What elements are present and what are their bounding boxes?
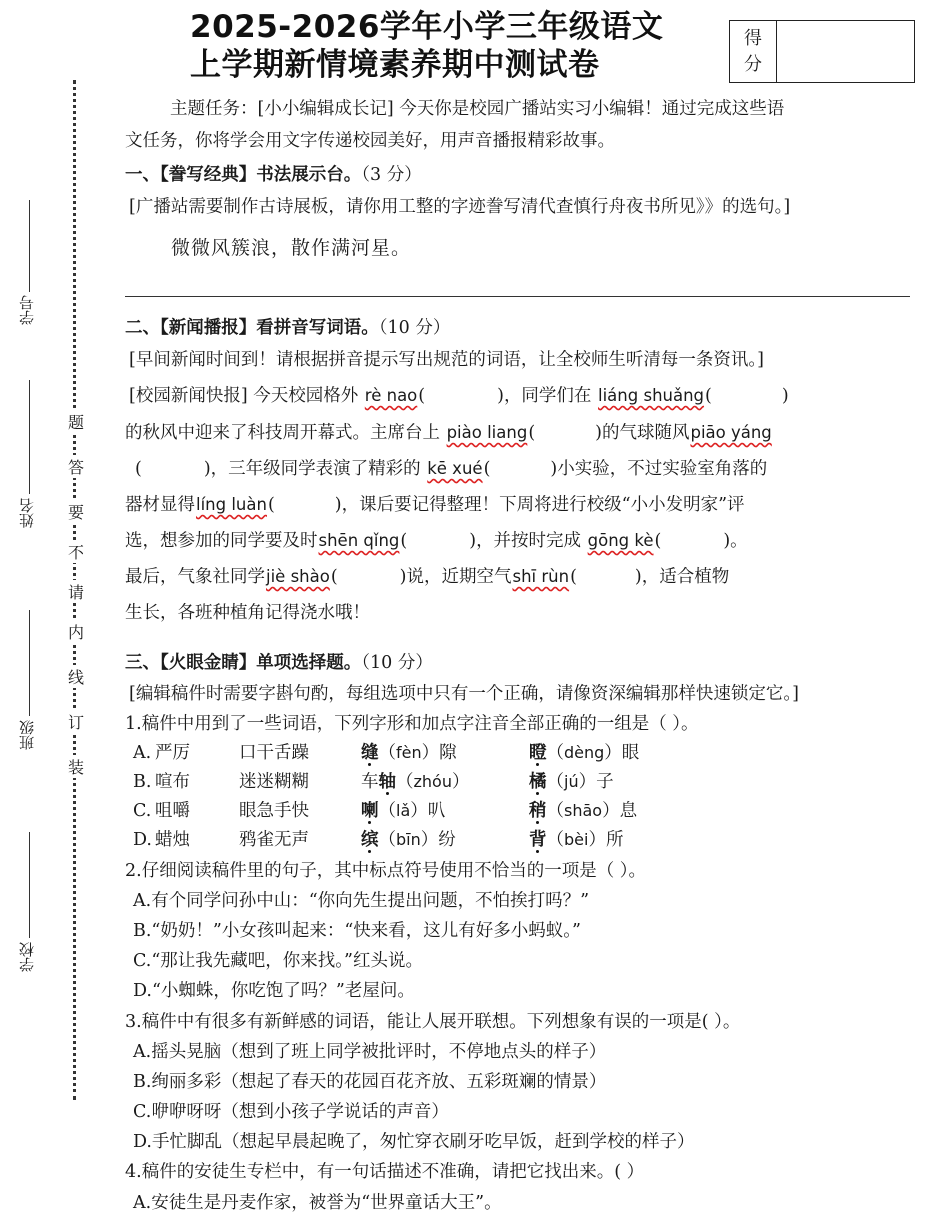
option-pinyin: jú (564, 772, 579, 791)
section-3-score: （10 分） (361, 653, 433, 673)
question-1: 1.稿件中用到了一些词语，下列字形和加点字注音全部正确的一组是（ ）。 (125, 714, 699, 734)
q1-option-d[interactable]: D. 蜡烛 鸦雀无声 缤（bīn）纷 背（bèi）所 (133, 825, 623, 855)
option-word: 迷迷糊糊 (239, 772, 309, 792)
dotted-char: 喇 (361, 801, 379, 821)
news-text: 的秋风中迎来了科技周开幕式。主席台上 (125, 423, 440, 443)
option-pinyin: fèn (396, 743, 422, 762)
student-id-label: 学号 (18, 295, 36, 325)
pinyin-prompt: líng luàn (196, 495, 267, 514)
option-label: B. (133, 772, 152, 792)
option-char: 子 (596, 772, 614, 792)
news-line-1: [校园新闻快报] 今天校园格外 rè nao( )，同学们在 liáng shuǎng( ) (129, 386, 789, 406)
news-text: 。 (730, 531, 748, 551)
section-1-title: 一、【誊写经典】书法展示台。 (125, 165, 362, 185)
pinyin-prompt: kē xué (427, 459, 483, 478)
news-text: ，课后要记得整理！下周将进行校级“小小发明家”评 (341, 495, 745, 515)
section-2-score: （10 分） (378, 318, 451, 338)
option-word: 口干舌躁 (239, 743, 309, 763)
news-text: 小实验，不过实验室角落的 (557, 459, 768, 479)
question-2: 2.仔细阅读稿件里的句子，其中标点符号使用不恰当的一项是（ ）。 (125, 861, 647, 881)
section-1-heading (125, 160, 422, 190)
pinyin-prompt: piāo yáng (690, 423, 772, 442)
news-text: 的气球随风 (601, 423, 690, 443)
option-pinyin: bīn (396, 830, 421, 849)
option-word: 严厉 (155, 743, 190, 763)
binding-char: 装 (67, 755, 85, 778)
title-line-2: 上学期新情境素养期中测试卷 (190, 47, 600, 83)
binding-char: 线 (67, 665, 85, 688)
pinyin-prompt: gōng kè (587, 531, 654, 550)
section-3-instruction: [编辑稿件时需要字斟句酌，每组选项中只有一个正确，请像资深编辑那样快速锁定它。] (129, 684, 799, 704)
news-text: 最后，气象社同学 (125, 567, 265, 587)
poem-line: 微微风簇浪，散作满河星。 (171, 237, 412, 259)
q2-option-c[interactable]: C.“那让我先藏吧，你来找。”红头说。 (133, 951, 423, 971)
q2-option-d[interactable]: D.“小蜘蛛，你吃饱了吗？”老屋问。 (133, 981, 415, 1001)
news-text: ，并按时完成 (476, 531, 582, 551)
score-label (730, 21, 777, 82)
q1-option-a[interactable]: A. 严厉 口干舌躁 缝（fèn）隙 瞪（dèng）眼 (133, 738, 639, 768)
q3-option-b[interactable]: B.绚丽多彩（想起了春天的花园百花齐放、五彩斑斓的情景） (133, 1072, 607, 1092)
score-label-char-2: 分 (744, 53, 762, 75)
intro-line-1: 主题任务：[小小编辑成长记] 今天你是校园广播站实习小编辑！通过完成这些语 (170, 99, 785, 119)
question-4: 4.稿件的安徒生专栏中，有一句话描述不准确，请把它找出来。( ） (125, 1162, 645, 1182)
q1-option-b[interactable]: B. 喧布 迷迷糊糊 车轴（zhóu） 橘（jú）子 (133, 767, 614, 797)
section-3-title: 三、【火眼金睛】单项选择题。 (125, 653, 362, 673)
news-line-6: 最后，气象社同学jiè shào( )说，近期空气shī rùn( )，适合植物 (125, 567, 730, 587)
news-line-7: 生长，各班种植角记得浇水哦！ (125, 603, 370, 623)
news-line-3: ( )，三年级同学表演了精彩的 kē xué( )小实验，不过实验室角落的 (135, 459, 768, 479)
writing-line[interactable] (125, 296, 910, 297)
q4-option-a[interactable]: A.安徒生是丹麦作家，被誉为“世界童话大王”。 (133, 1193, 502, 1213)
binding-char: 不 (67, 540, 85, 563)
news-text: 器材显得 (125, 495, 195, 515)
pinyin-prompt: jiè shào (266, 567, 330, 586)
intro-line-2: 文任务，你将学会用文字传递校园美好，用声音播报精彩故事。 (125, 131, 615, 151)
option-char: 车 (361, 772, 379, 792)
score-box (729, 20, 915, 83)
q2-option-b[interactable]: B.“奶奶！”小女孩叫起来：“快来看，这儿有好多小蚂蚁。” (133, 921, 581, 941)
dotted-char: 瞪 (529, 743, 547, 763)
binding-margin (0, 80, 110, 1110)
news-line-5: 选，想参加的同学要及时shēn qǐng( )，并按时完成 gōng kè( )。 (125, 531, 748, 551)
option-pinyin: lǎ (396, 801, 411, 820)
section-3-heading (125, 648, 433, 678)
dotted-char: 缤 (361, 830, 379, 850)
option-char: 纷 (438, 830, 456, 850)
section-2-instruction: [早间新闻时间到！请根据拼音提示写出规范的词语，让全校师生听清每一条资讯。] (129, 350, 764, 370)
school-line[interactable] (29, 832, 30, 938)
option-label: A. (133, 743, 152, 763)
question-3: 3.稿件中有很多有新鲜感的词语，能让人展开联想。下列想象有误的一项是( ）。 (125, 1012, 741, 1032)
score-label-char-1: 得 (744, 27, 762, 49)
pinyin-prompt: rè nao (364, 386, 418, 405)
pinyin-prompt: shēn qǐng (318, 531, 400, 550)
score-field[interactable] (777, 21, 914, 82)
section-1-score: （3 分） (361, 165, 422, 185)
option-label: C. (133, 801, 152, 821)
binding-char: 内 (67, 620, 85, 643)
binding-char: 请 (67, 580, 85, 603)
option-word: 咀嚼 (155, 801, 190, 821)
pinyin-prompt: piào liang (446, 423, 528, 442)
news-text: 选，想参加的同学要及时 (125, 531, 318, 551)
news-text: ，适合植物 (641, 567, 730, 587)
student-id-line[interactable] (29, 200, 30, 292)
binding-char: 答 (67, 455, 85, 478)
binding-char: 要 (67, 500, 85, 523)
class-label: 班级 (18, 720, 36, 750)
pinyin-prompt: liáng shuǎng (598, 386, 705, 405)
q3-option-c[interactable]: C.咿咿呀呀（想到小孩子学说话的声音） (133, 1102, 449, 1122)
option-pinyin: shāo (564, 801, 603, 820)
class-line[interactable] (29, 610, 30, 716)
q1-option-c[interactable]: C. 咀嚼 眼急手快 喇（lǎ）叭 稍（shāo）息 (133, 796, 637, 826)
q3-option-d[interactable]: D.手忙脚乱（想起早晨起晚了，匆忙穿衣刷牙吃早饭，赶到学校的样子） (133, 1132, 695, 1152)
option-word: 鸦雀无声 (239, 830, 309, 850)
news-line-2: 的秋风中迎来了科技周开幕式。主席台上 piào liang( )的气球随风piāo yáng (125, 423, 772, 443)
option-char: 息 (619, 801, 638, 821)
title-line-1: 2025-2026学年小学三年级语文 (190, 9, 664, 45)
dotted-char: 轴 (378, 772, 396, 792)
option-char: 叭 (427, 801, 446, 821)
pinyin-prompt: shī rùn (512, 567, 570, 586)
binding-char: 题 (67, 410, 85, 433)
q3-option-a[interactable]: A.摇头晃脑（想到了班上同学被批评时，不停地点头的样子） (133, 1042, 607, 1062)
option-char: 隙 (439, 743, 457, 763)
option-pinyin: dèng (564, 743, 605, 762)
section-2-title: 二、【新闻播报】看拼音写词语。 (125, 318, 379, 338)
section-2-heading (125, 313, 450, 343)
option-char: 所 (605, 830, 624, 850)
news-text: ，三年级同学表演了精彩的 (210, 459, 421, 479)
dotted-char: 稍 (529, 801, 547, 821)
q2-option-a[interactable]: A.有个同学问孙中山：“你向先生提出问题，不怕挨打吗？” (133, 891, 590, 911)
option-word: 喧布 (155, 772, 190, 792)
dotted-char: 橘 (529, 772, 547, 792)
section-1-instruction: [广播站需要制作古诗展板，请你用工整的字迹誊写清代查慎行舟夜书所见》》的选句。] (129, 197, 791, 217)
binding-char: 订 (67, 710, 85, 733)
news-text: [校园新闻快报] 今天校园格外 (129, 386, 359, 406)
exam-title (190, 8, 730, 84)
option-word: 眼急手快 (239, 801, 309, 821)
option-label: D. (133, 830, 152, 850)
dotted-char: 背 (529, 830, 547, 850)
news-text: ，同学们在 (503, 386, 592, 406)
news-text: 说，近期空气 (406, 567, 512, 587)
name-label: 姓名 (18, 498, 36, 528)
school-label: 学校 (18, 942, 36, 972)
name-line[interactable] (29, 380, 30, 494)
news-line-4: 器材显得líng luàn( )，课后要记得整理！下周将进行校级“小小发明家”评 (125, 495, 745, 515)
dotted-char: 缝 (361, 743, 379, 763)
option-pinyin: zhóu (413, 772, 452, 791)
option-word: 蜡烛 (155, 830, 190, 850)
option-pinyin: bèi (564, 830, 589, 849)
option-char: 眼 (621, 743, 640, 763)
